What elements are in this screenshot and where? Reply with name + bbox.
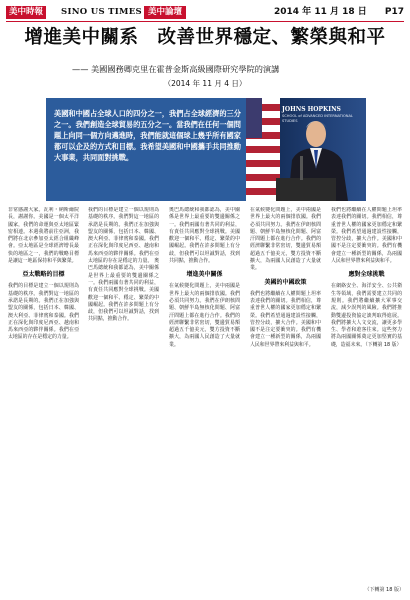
column-2	[88, 207, 159, 585]
section-heading: 亞太戰略的目標	[22, 271, 65, 279]
column-3	[169, 207, 240, 585]
column-text: 在網絡安全、海洋安全、公共衛生等領域，我們需要建立共同的規則。我們將繼續擴大軍事交流，減少誤判的風險。我們將推動雙邊投資協定談判取得進展。我們將擴大人文交流，讓更多學生、學者和遊客往來。這些努力將為兩國關係奠定更加堅實的基礎，造福未來。（下轉第 18 版）	[331, 283, 402, 348]
column-text: 在氣候變化問題上，美中兩國是世界上最大的兩個排放國。我們必須共同努力。我們在伊朗核問題、朝鮮半島無核化問題、阿富汗問題上都在進行合作。我們的經濟聯繫非常密切，雙邊貿易額超過五千億美元，雙方投資不斷擴大，為兩國人民創造了大量就業。	[250, 207, 321, 272]
column-4	[250, 207, 321, 585]
headline: 增進美中關系 改善世界穩定、繁榮與和平	[24, 27, 386, 48]
column-text: 奧巴馬總統和我都認為，美中關係是世界上最重要的雙邊關係之一。我們兩國有著共同的利益，有責任共同應對全球挑戰。美國歡迎一個和平、穩定、繁榮的中國崛起。我們在許多問題上有分歧，但我們可以坦誠對話，找到共同點，推動合作。	[169, 207, 240, 265]
section-label: 美中論壇	[144, 6, 186, 19]
column-text: 我們也將繼續在人權問題上坦率表達我們的關切。我們相信，尊重普世人權的國家更加穩定和繁榮。我們希望通過建設性接觸，管控分歧，擴大合作。美國和中國不是注定要衝突的。我們有機會建立一種新型的關係，為兩國人民和世界帶來利益與和平。	[331, 207, 402, 265]
flag	[246, 98, 280, 201]
masthead-rule	[6, 21, 404, 22]
subhead: —— 美國國務卿克里在霍普金斯高級國際研究學院的演講	[72, 64, 280, 74]
dateline: （2014 年 11 月 4 日）	[163, 79, 247, 88]
issue-date: 2014 年 11 月 18 日	[274, 7, 367, 17]
column-text: 奧巴馬總統和我都認為，美中關係是世界上最重要的雙邊關係之一。我們兩國有著共同的利益，有責任共同應對全球挑戰。美國歡迎一個和平、穩定、繁榮的中國崛起。我們在許多問題上有分歧，但我們可以坦誠對話，找到共同點，推動合作。	[88, 258, 159, 323]
pull-quote-box	[46, 98, 366, 201]
section-heading: 應對全球挑戰	[348, 271, 385, 279]
continued-note: （下轉第 18 版）	[364, 587, 404, 593]
column-text: 我們的目標是建立一個以規則為基礎的秩序。我們對這一地區的承諾是長期的。我們正在加強與盟友的關係，包括日本、韓國、澳大利亞、菲律賓和泰國。我們正在深化與印度尼西亞、越南和馬來西亞的夥伴關係。我們在亞太地區的存在是穩定的力量。	[88, 207, 159, 265]
section-heading: 增進美中關係	[186, 271, 223, 279]
column-text: 非常感謝大家。瓦利・納斯爾院長，謝謝你。美國是一個太平洋國家，我們的命運與亞太地區緊密相連。本週我將前往亞洲，我們將在北京參加亞太經合組織峰會。亞太地區是全球經濟增長最快的地區之一，我們的戰略目標是讓這一地區保持和平與繁榮。	[8, 207, 79, 265]
paper-name: SINO US TIMES	[61, 7, 142, 17]
column-text: 我們也將繼續在人權問題上坦率表達我們的關切。我們相信，尊重普世人權的國家更加穩定和繁榮。我們希望通過建設性接觸，管控分歧，擴大合作。美國和中國不是注定要衝突的。我們有機會建立一種新型的關係，為兩國人民和世界帶來利益與和平。	[250, 290, 321, 348]
column-5	[331, 207, 402, 585]
page-number: P17	[384, 7, 404, 17]
paper-logo: 美中時報	[6, 6, 46, 19]
photo-sign-sub: SCHOOL of ADVANCED INTERNATIONAL STUDIES	[282, 114, 353, 123]
photo-sign: JOHNS HOPKINS	[282, 106, 341, 113]
article-body	[8, 207, 402, 585]
speaker-figure	[276, 121, 348, 201]
column-1	[8, 207, 79, 585]
speaker-photo	[246, 98, 366, 201]
masthead	[6, 6, 404, 20]
section-heading: 美國的中國政策	[264, 278, 307, 286]
column-text: 在氣候變化問題上，美中兩國是世界上最大的兩個排放國。我們必須共同努力。我們在伊朗核問題、朝鮮半島無核化問題、阿富汗問題上都在進行合作。我們的經濟聯繫非常密切，雙邊貿易額超過五千億美元，雙方投資不斷擴大，為兩國人民創造了大量就業。	[169, 283, 240, 348]
pull-quote: 美國和中國占全球人口的四分之一，我們占全球經濟的三分之一。我們創造全球貿易的五分之一。當我們在任何一個問題上向同一個方向邁進時，我們能就這個球上幾乎所有國家都可以企及的方式和目標。我希望美國和中國攜手共同推動大事業，共同面對挑戰。	[54, 109, 241, 162]
column-text: 我們的目標是建立一個以規則為基礎的秩序。我們對這一地區的承諾是長期的。我們正在加強與盟友的關係，包括日本、韓國、澳大利亞、菲律賓和泰國。我們正在深化與印度尼西亞、越南和馬來西亞的夥伴關係。我們在亞太地區的存在是穩定的力量。	[8, 283, 79, 341]
